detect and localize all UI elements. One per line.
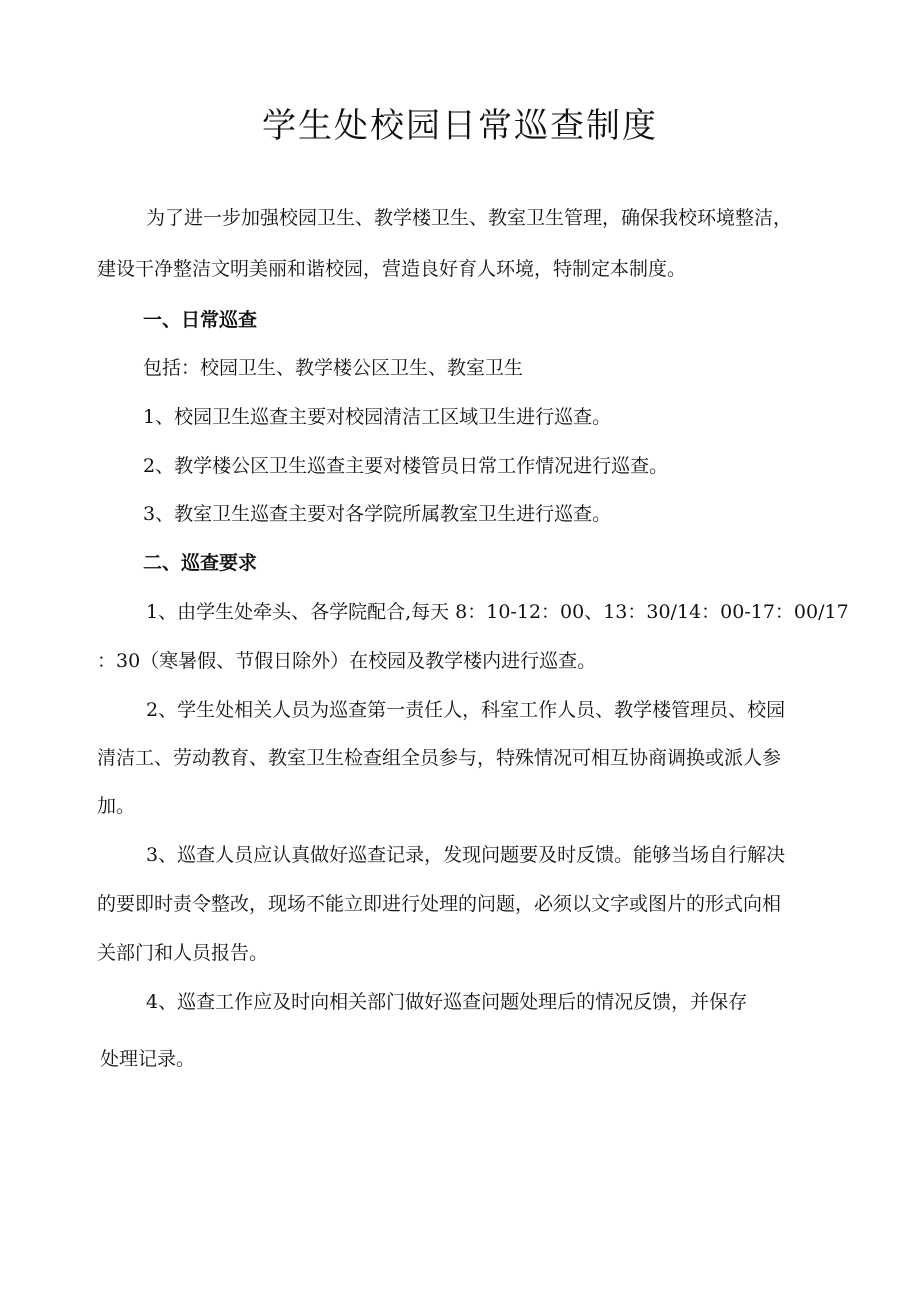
requirement-3-line-3: 关部门和人员报告。 <box>97 942 269 964</box>
section-1-item-1: 1、校园卫生巡查主要对校园清洁工区域卫生进行巡查。 <box>143 406 612 428</box>
intro-line-2: 建设干净整洁文明美丽和谐校园，营造良好育人环境，特制定本制度。 <box>97 258 687 280</box>
requirement-4-line-2: 处理记录。 <box>100 1048 196 1070</box>
requirement-2-line-3: 加。 <box>97 795 136 817</box>
section-1-heading: 一、日常巡查 <box>143 309 258 331</box>
requirement-2-line-1: 2、学生处相关人员为巡查第一责任人，科室工作人员、教学楼管理员、校园 <box>146 699 786 721</box>
section-1-item-2: 2、教学楼公区卫生巡查主要对楼管员日常工作情况进行巡查。 <box>143 455 669 477</box>
intro-line-1: 为了进一步加强校园卫生、教学楼卫生、教室卫生管理，确保我校环境整洁， <box>146 207 793 229</box>
document-title: 学生处校园日常巡查制度 <box>262 106 658 146</box>
requirement-2-line-2: 清洁工、劳动教育、教室卫生检查组全员参与，特殊情况可相互协商调换或派人参 <box>97 747 782 769</box>
requirement-1-line-2: ：30（寒暑假、节假日除外）在校园及教学楼内进行巡查。 <box>97 650 597 672</box>
section-1-item-3: 3、教室卫生巡查主要对各学院所属教室卫生进行巡查。 <box>143 503 612 525</box>
requirement-3-line-1: 3、巡查人员应认真做好巡查记录，发现问题要及时反馈。能够当场自行解决 <box>146 844 786 866</box>
section-1-scope: 包括：校园卫生、教学楼公区卫生、教室卫生 <box>143 357 524 379</box>
requirement-3-line-2: 的要即时责令整改，现场不能立即进行处理的问题，必须以文字或图片的形式向相 <box>97 893 782 915</box>
section-2-heading: 二、巡查要求 <box>143 552 258 574</box>
requirement-1-line-1: 1、由学生处牵头、各学院配合,每天 8：10-12：00、13：30/14：00-17：00/17 <box>146 601 849 623</box>
requirement-4-line-1: 4、巡查工作应及时向相关部门做好巡查问题处理后的情况反馈，并保存 <box>146 991 748 1013</box>
